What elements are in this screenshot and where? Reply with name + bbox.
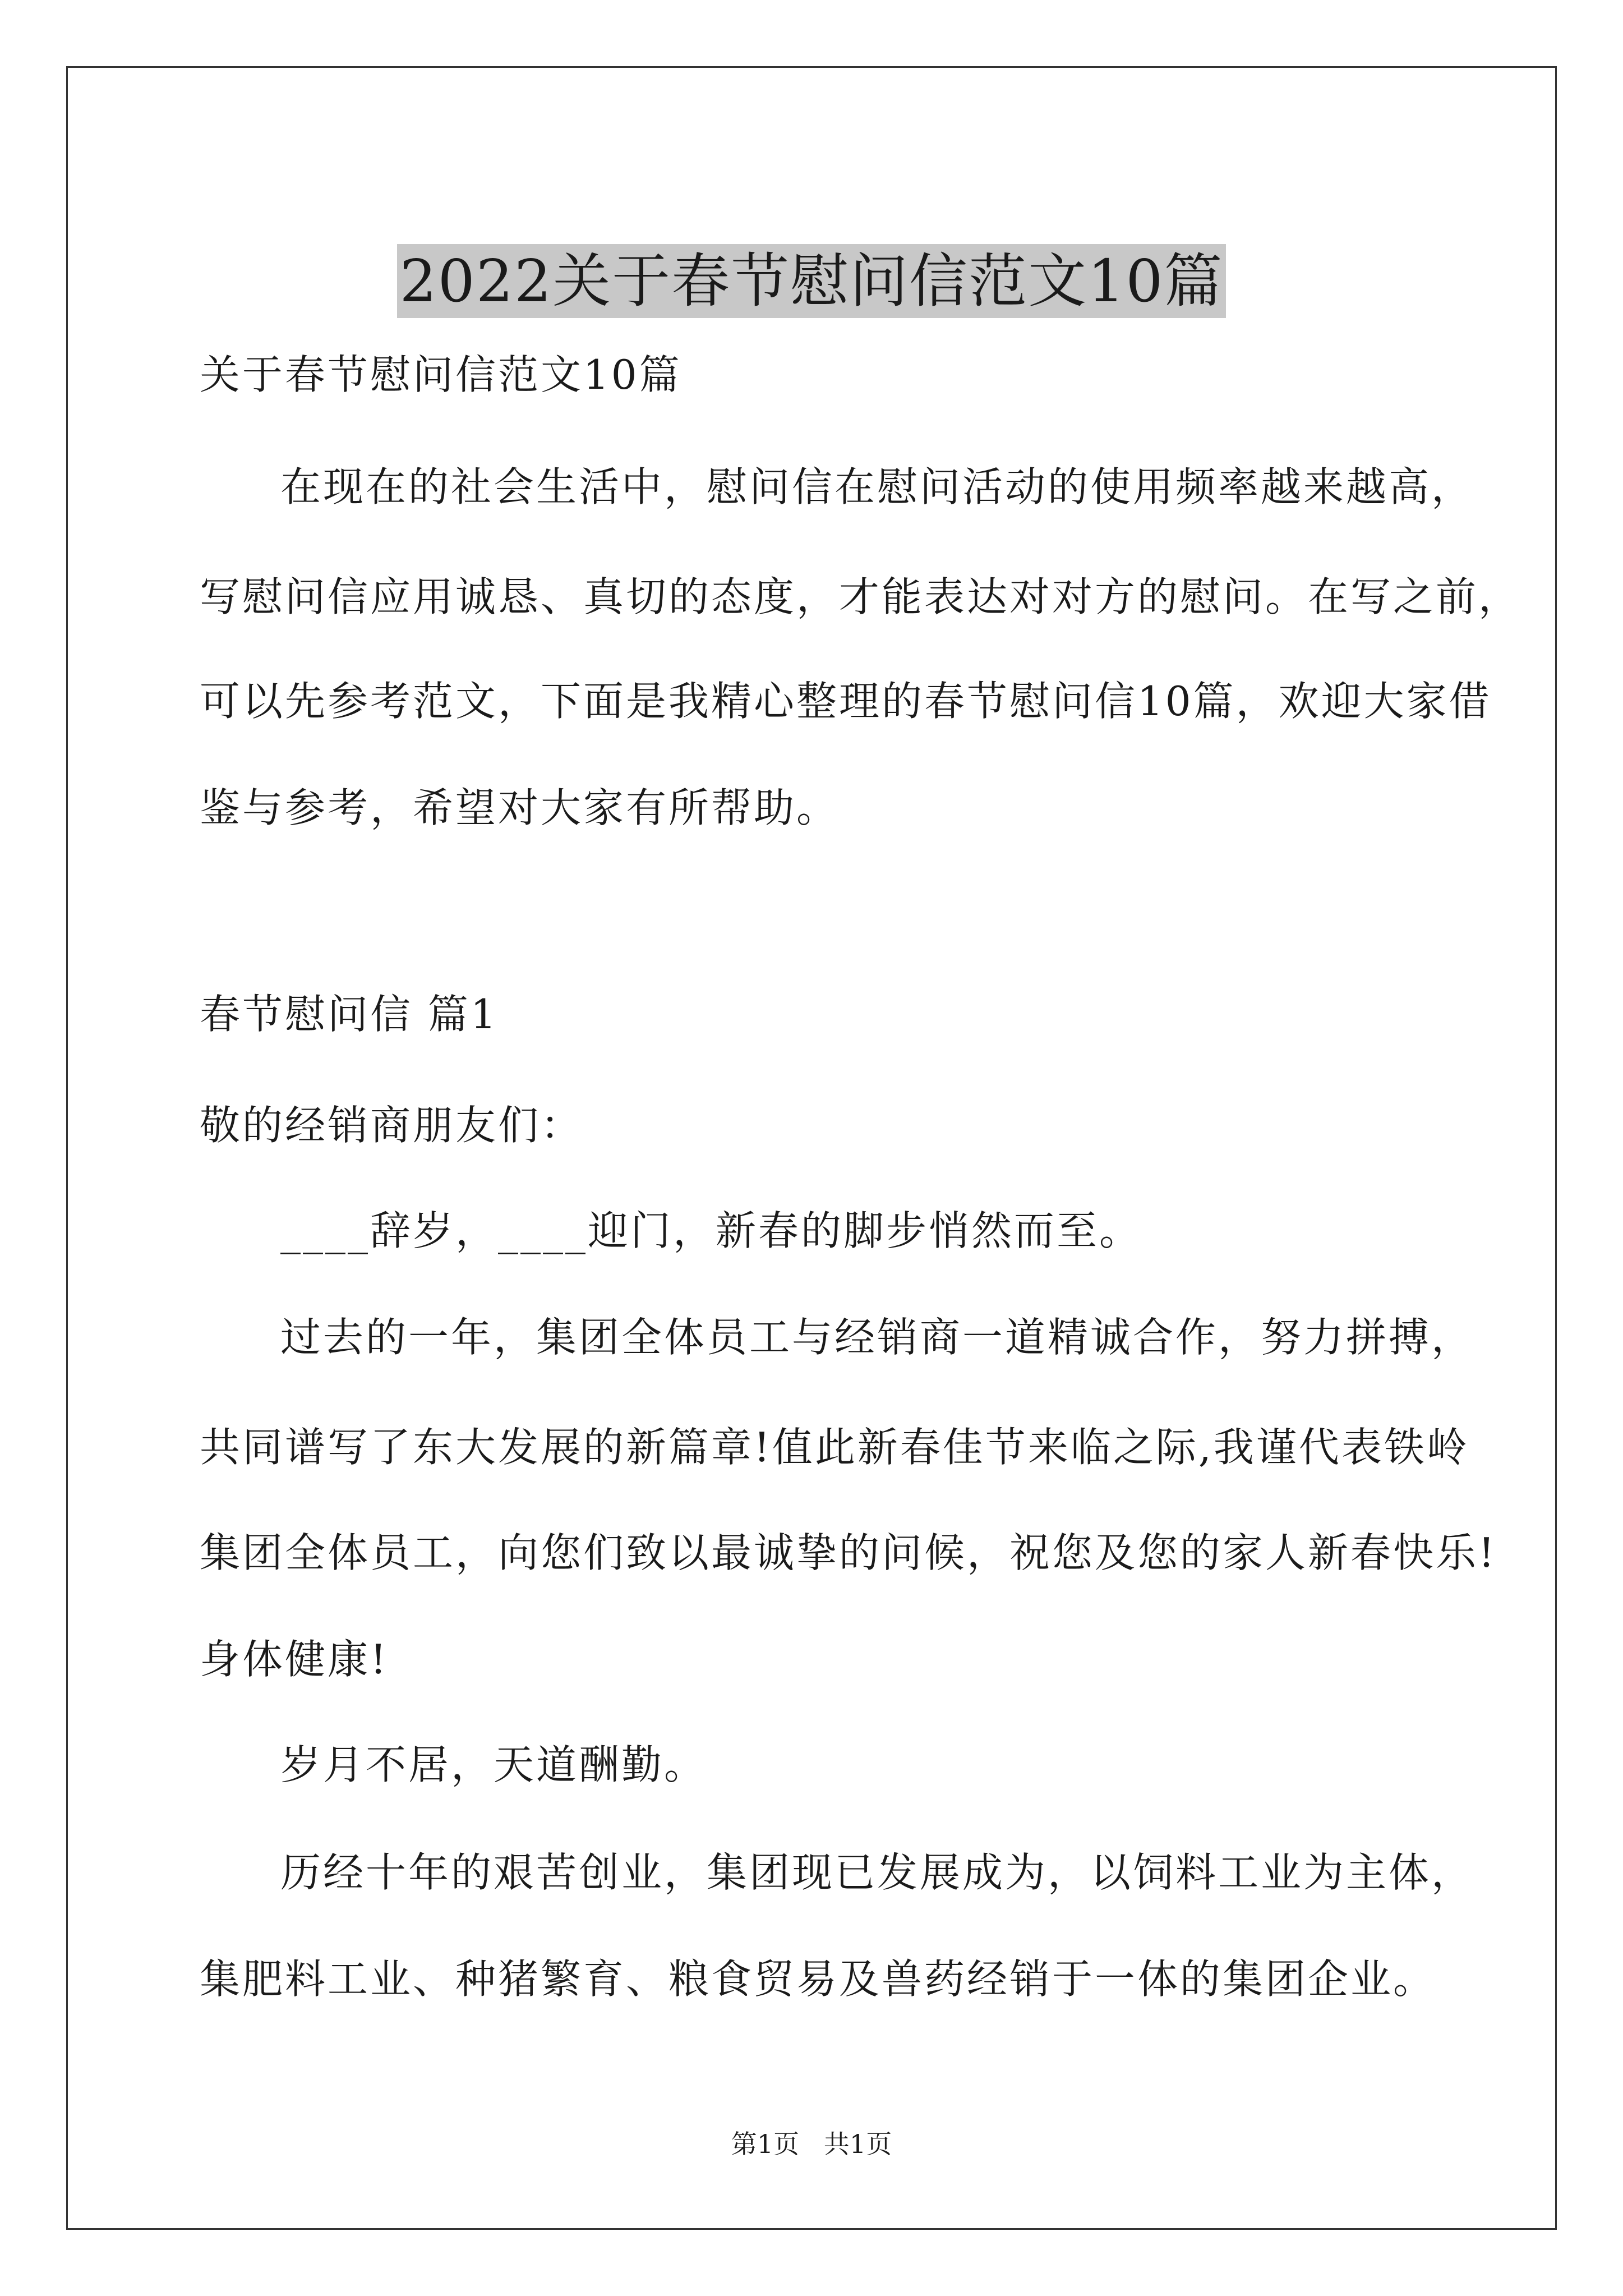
body-line-1: ____辞岁，____迎门，新春的脚步悄然而至。: [280, 1207, 1142, 1254]
body-line-5: 身体健康!: [200, 1636, 389, 1683]
body-line-7: 历经十年的艰苦创业，集团现已发展成为，以饲料工业为主体，: [280, 1849, 1474, 1896]
title-container: [0, 205, 1623, 357]
intro-line-4: 鉴与参考，希望对大家有所帮助。: [200, 784, 840, 831]
body-line-2: 过去的一年，集团全体员工与经销商一道精诚合作，努力拼搏，: [280, 1314, 1474, 1361]
page-footer: 第1页 共1页: [731, 2129, 892, 2159]
intro-line-3: 可以先参考范文，下面是我精心整理的春节慰问信10篇，欢迎大家借: [200, 678, 1492, 725]
intro-line-2: 写慰问信应用诚恳、真切的态度，才能表达对对方的慰问。在写之前，: [200, 573, 1521, 620]
section-heading: 春节慰问信 篇1: [200, 991, 499, 1038]
body-line-8: 集肥料工业、种猪繁育、粮食贸易及兽药经销于一体的集团企业。: [200, 1955, 1436, 2003]
salutation: 敬的经销商朋友们：: [200, 1102, 584, 1149]
intro-line-1: 在现在的社会生活中，慰问信在慰问活动的使用频率越来越高，: [280, 463, 1474, 510]
document-title: 2022关于春节慰问信范文10篇: [397, 244, 1225, 318]
body-line-4: 集团全体员工，向您们致以最诚挚的问候，祝您及您的家人新春快乐!: [200, 1529, 1497, 1576]
body-line-6: 岁月不居，天道酬勤。: [280, 1741, 707, 1788]
document-subtitle: 关于春节慰问信范文10篇: [200, 351, 682, 398]
body-line-3: 共同谱写了东大发展的新篇章!值此新春佳节来临之际,我谨代表铁岭: [200, 1424, 1469, 1471]
